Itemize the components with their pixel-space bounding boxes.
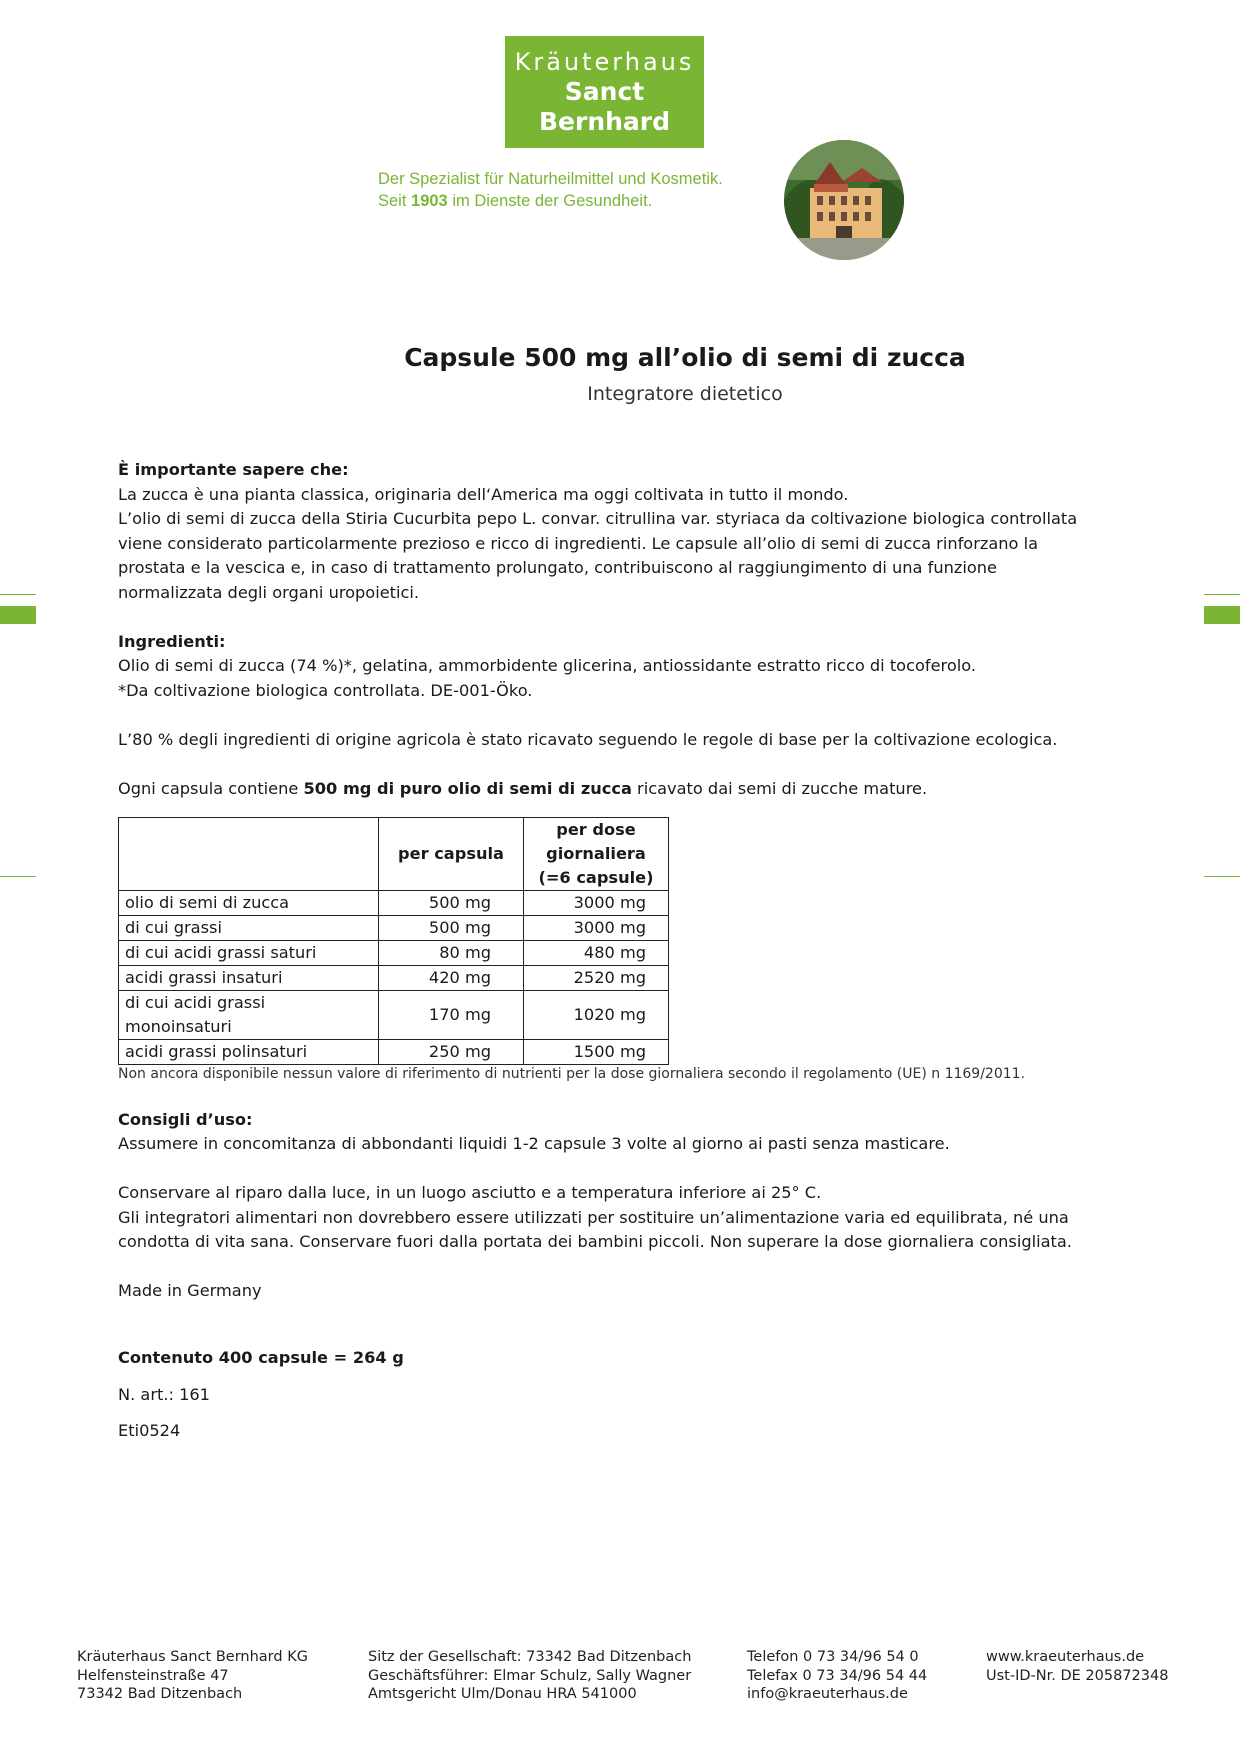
row-per-capsula: 420 mg [379,966,524,991]
row-per-dose: 1500 mg [524,1040,669,1065]
storage-line: Conservare al riparo dalla luce, in un luogo asciutto e a temperatura inferiore ai 25° C. [118,1183,822,1202]
capsule-pre: Ogni capsula contiene [118,778,304,798]
row-per-capsula: 170 mg [379,991,524,1040]
tagline-pre: Seit [378,192,412,210]
row-per-capsula: 500 mg [379,891,524,916]
important-line1: La zucca è una pianta classica, originaria dell‘America ma oggi coltivata in tutto il mondo. [118,484,849,504]
footer-line: Geschäftsführer: Elmar Schulz, Sally Wagner [368,1667,692,1684]
fold-line-right-bottom [1204,876,1240,877]
row-per-dose: 3000 mg [524,891,669,916]
row-name: di cui grassi [119,916,379,941]
footer-line: 73342 Bad Ditzenbach [77,1686,243,1702]
table-header-per-dose [524,818,669,891]
capsule-bold: 500 mg di puro olio di semi di zucca [303,778,632,798]
fold-line-left-top [0,594,36,595]
footer-line: Sitz der Gesellschaft: 73342 Bad Ditzenbach [368,1649,692,1665]
fold-mark-right [1204,606,1240,624]
row-name: di cui acidi grassi saturi [119,941,379,966]
footer-vat: Ust-ID-Nr. DE 205872348 [986,1667,1169,1684]
usage-heading: Consigli d’uso: [118,1109,253,1129]
usage-line1: Assumere in concomitanza di abbondanti liquidi 1-2 capsule 3 volte al giorno ai pasti senza masticare. [118,1134,950,1153]
fold-line-left-bottom [0,876,36,877]
row-name: acidi grassi polinsaturi [119,1040,379,1065]
table-row [119,891,669,916]
logo-line1: Kräuterhaus [514,47,695,76]
header-dose-line2: giornaliera [546,844,646,863]
contents-line: Contenuto 400 capsule = 264 g [118,1348,404,1367]
table-header-per-capsula: per capsula [379,818,524,891]
footer-phone: Telefon 0 73 34/96 54 0 [747,1649,919,1665]
product-subtitle: Integratore dietetico [587,383,783,405]
table-header-row [119,818,669,891]
row-name: acidi grassi insaturi [119,966,379,991]
footer-email[interactable]: info@kraeuterhaus.de [747,1686,908,1702]
building-photo [784,140,904,260]
footer-legal [368,1648,691,1704]
capsule-statement [118,777,1078,802]
ingredients-heading: Ingredienti: [118,631,226,651]
row-per-capsula: 80 mg [379,941,524,966]
header-dose-line1: per dose [556,820,636,839]
footer-fax: Telefax 0 73 34/96 54 44 [747,1667,928,1684]
footer-company [77,1648,308,1704]
row-per-capsula: 250 mg [379,1040,524,1065]
tagline-post: im Dienste der Gesundheit. [447,192,653,210]
brand-logo [505,36,704,148]
table-row [119,966,669,991]
important-paragraph: L’olio di semi di zucca della Stiria Cucurbita pepo L. convar. citrullina var. styriaca da coltivazione biologica controllata viene considerato particolarmente prezioso e ricco di ingredienti. Le capsule all’olio di semi di zucca rinforzano la prostata e la vescica e, in caso di trattamento prolungato, contribuiscono al raggiungimento di una funzione normalizzata degli organi uropoietici. [118,509,1078,602]
table-row [119,916,669,941]
ingredients-line1: Olio di semi di zucca (74 %)*, gelatina, ammorbidente glicerina, antiossidante estratto ricco di tocoferolo. [118,656,976,675]
product-title: Capsule 500 mg all’olio di semi di zucca [404,343,966,372]
ingredients-line2: *Da coltivazione biologica controllata. DE-001-Öko. [118,680,533,700]
agri-statement: L’80 % degli ingredienti di origine agricola è stato ricavato seguendo le regole di base per la coltivazione ecologica. [118,729,1058,749]
tagline-line2 [378,190,723,212]
footer-line: Kräuterhaus Sanct Bernhard KG [77,1649,308,1665]
main-content [118,458,1078,1444]
row-name: di cui acidi grassi monoinsaturi [119,991,379,1040]
tagline [378,168,723,212]
row-name: olio di semi di zucca [119,891,379,916]
footer-web [986,1648,1168,1685]
fold-line-right-top [1204,594,1240,595]
table-footnote: Non ancora disponibile nessun valore di riferimento di nutrienti per la dose giornaliera secondo il regolamento (UE) n 1169/2011. [118,1066,1026,1082]
fold-mark-left [0,606,36,624]
footer-line: Amtsgericht Ulm/Donau HRA 541000 [368,1686,637,1702]
tagline-line1: Der Spezialist für Naturheilmittel und Kosmetik. [378,170,723,188]
footer-website[interactable]: www.kraeuterhaus.de [986,1649,1145,1665]
footer-contact [747,1648,927,1704]
table-row [119,1040,669,1065]
important-heading: È importante sapere che: [118,460,349,479]
logo-line2: Sanct Bernhard [538,76,671,136]
made-in: Made in Germany [118,1281,262,1300]
nutrition-table [118,817,669,1065]
table-row [119,941,669,966]
row-per-dose: 3000 mg [524,916,669,941]
row-per-capsula: 500 mg [379,916,524,941]
row-per-dose: 2520 mg [524,966,669,991]
row-per-dose: 1020 mg [524,991,669,1040]
label-code: Eti0524 [118,1421,181,1440]
capsule-post: ricavato dai semi di zucche mature. [631,778,928,798]
table-header-name [119,818,379,891]
row-per-dose: 480 mg [524,941,669,966]
article-number: N. art.: 161 [118,1384,210,1404]
footer-line: Helfensteinstraße 47 [77,1667,229,1684]
warning-paragraph: Gli integratori alimentari non dovrebbero essere utilizzati per sostituire un’alimentazione varia ed equilibrata, né una condotta di vita sana. Conservare fuori dalla portata dei bambini piccoli. Non superare la dose giornaliera consigliata. [118,1207,1072,1251]
tagline-year: 1903 [411,192,448,210]
header-dose-line3: (=6 capsule) [538,868,654,887]
table-row [119,991,669,1040]
